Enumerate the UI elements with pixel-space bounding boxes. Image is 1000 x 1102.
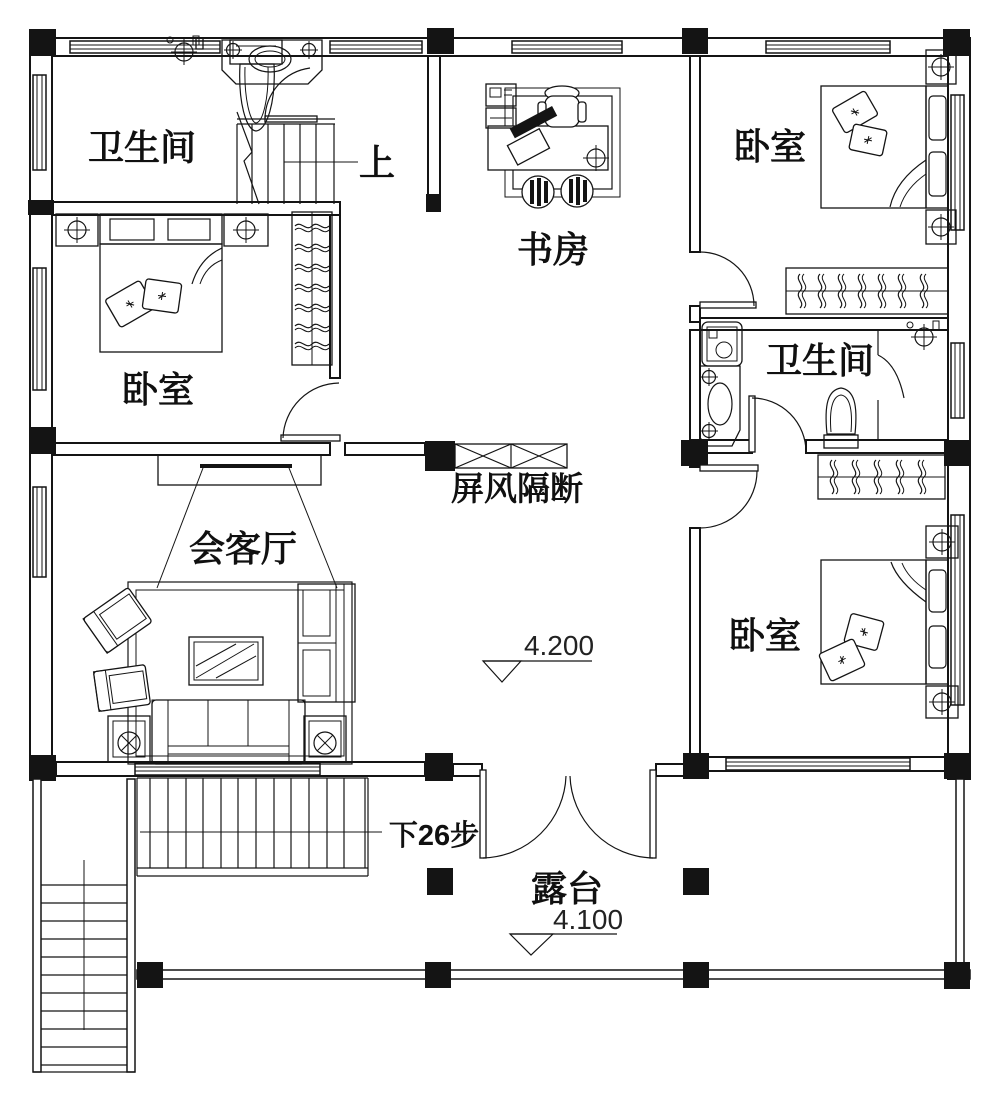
window: [135, 763, 320, 775]
window: [726, 758, 910, 770]
blanket-fold: [890, 160, 926, 207]
label-partition: 屏风隔断: [451, 470, 583, 507]
wall-hall-south: [345, 443, 425, 455]
window: [951, 343, 964, 418]
external-stair: [33, 779, 135, 1072]
tv-cabinet: [158, 455, 321, 485]
door-bedroom-top-right: [700, 252, 756, 308]
window: [33, 75, 46, 170]
stairs-up: [237, 112, 358, 204]
label-bedroom-top-right: 卧室: [733, 126, 807, 167]
wall-bed3-west-b: [690, 528, 700, 757]
column: [944, 440, 970, 466]
terrace-rail-bottom: [137, 970, 970, 979]
sofa-loveseat: [298, 584, 355, 702]
wall-stub: [426, 194, 441, 212]
elevation-marker-terrace: [510, 934, 617, 955]
plant-pot: [304, 716, 346, 762]
wardrobe: [818, 455, 945, 499]
column: [944, 753, 970, 779]
column: [137, 962, 163, 988]
blanket-fold: [891, 562, 926, 602]
column: [425, 441, 455, 471]
column: [29, 755, 56, 781]
wall-study-west: [428, 56, 440, 196]
computer-table: [486, 84, 516, 128]
label-stairs-up: 上: [358, 142, 396, 183]
columns: [28, 28, 970, 989]
column: [427, 28, 454, 54]
armchair: [93, 665, 150, 712]
door-bedroom-bottom-right: [700, 465, 758, 528]
label-bathroom-1: 卫生间: [87, 127, 197, 168]
stairs-down: [137, 778, 382, 876]
door-bathroom2: [749, 396, 806, 452]
label-bedroom-bottom-right: 卧室: [728, 615, 802, 656]
coffee-table: [189, 637, 263, 685]
window: [330, 41, 422, 53]
wardrobe: [292, 212, 332, 365]
column: [425, 962, 451, 988]
column: [29, 427, 56, 454]
label-study: 书房: [516, 229, 590, 270]
terrace-rail-right: [956, 779, 964, 971]
label-elevation-main: 4.200: [523, 630, 595, 661]
label-living-room: 会客厅: [188, 528, 298, 569]
column: [944, 962, 970, 989]
plant-pot: [108, 716, 150, 762]
elevation-marker-main: [483, 661, 592, 682]
wall-bath2-south-b: [806, 440, 948, 453]
guest-chair: [522, 176, 554, 208]
column: [681, 440, 708, 466]
armchair: [83, 587, 152, 653]
column: [425, 753, 453, 781]
column: [683, 753, 709, 779]
screen-partition: [455, 444, 567, 468]
wall-door-jamb-left: [453, 764, 482, 776]
wall-bath1-south: [52, 202, 340, 215]
window: [33, 487, 46, 577]
door-shower: [878, 330, 904, 440]
pillow: [142, 279, 182, 314]
sofa-3seat: [152, 700, 305, 764]
column: [683, 868, 709, 895]
wall-door-jamb-right: [656, 764, 685, 776]
vanity-sink: [700, 366, 740, 446]
living-room: [83, 455, 355, 764]
stair-break-line: [237, 112, 259, 204]
bedroom-bottom-right: [818, 526, 958, 718]
study-room: [486, 84, 620, 208]
wall-bath2-west: [690, 330, 700, 440]
column: [683, 962, 709, 988]
blanket-fold: [192, 248, 222, 284]
wardrobe: [786, 268, 948, 314]
bedroom-top-right: [786, 50, 956, 314]
column: [682, 28, 708, 54]
door-terrace-double: [480, 770, 656, 858]
bedroom-left: [56, 212, 332, 365]
window: [70, 41, 220, 53]
column: [427, 868, 453, 895]
label-terrace: 露台: [530, 868, 604, 909]
wall-bed1-west-stub: [690, 306, 700, 322]
label-bathroom-2: 卫生间: [765, 340, 875, 381]
wall-stub: [28, 200, 54, 215]
wall-bed1-west: [690, 56, 700, 252]
window: [766, 41, 890, 53]
label-stairs-down: 下26步: [388, 820, 480, 852]
window: [33, 268, 46, 390]
column: [29, 29, 56, 56]
walls: [30, 38, 970, 979]
pillow: [849, 124, 888, 157]
guest-chair: [561, 175, 593, 207]
door-bedroom-left: [281, 383, 340, 441]
label-elevation-terrace: 4.100: [552, 904, 624, 935]
wall-bedleft-south: [52, 443, 330, 455]
window: [512, 41, 622, 53]
label-bedroom-left: 卧室: [121, 369, 195, 410]
